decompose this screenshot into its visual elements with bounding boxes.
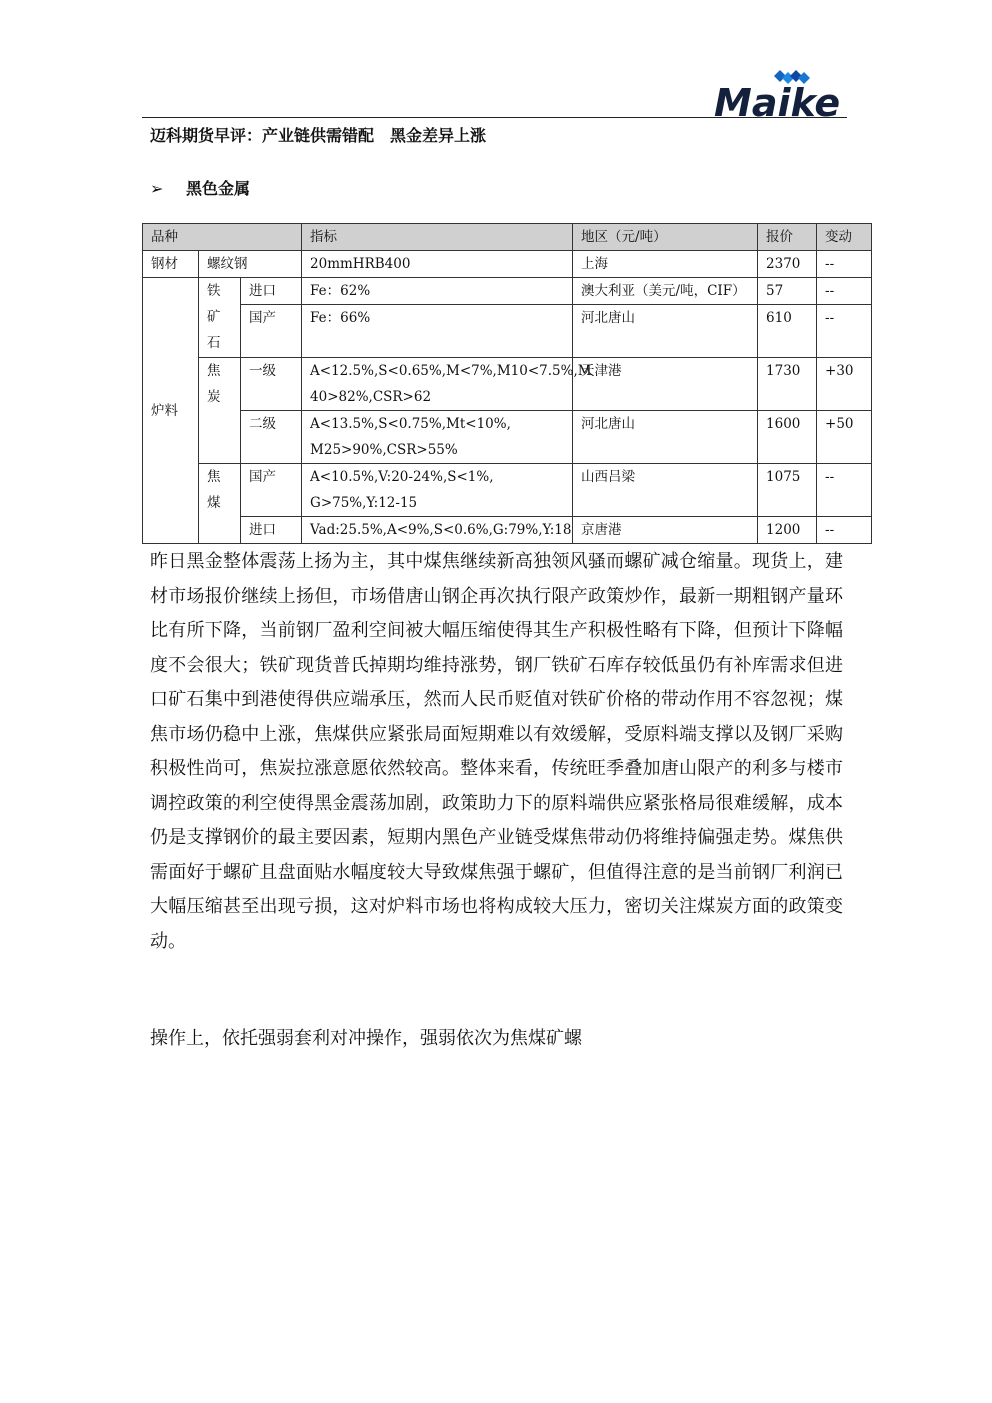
- iron-ore-import-price: 57: [758, 278, 817, 305]
- header-price: 报价: [758, 224, 817, 251]
- table-row: [143, 305, 872, 358]
- furnace-category: 炉料: [143, 278, 199, 544]
- indicator-line: A<10.5%,V:20-24%,S<1%,: [310, 469, 494, 485]
- section-heading-text: 黑色金属: [186, 179, 251, 198]
- coking-coal-domestic-region: 山西吕梁: [573, 464, 758, 517]
- iron-ore-domestic-price: 610: [758, 305, 817, 358]
- indicator-line: G>75%,Y:12-15: [310, 495, 418, 511]
- strategy-paragraph: 操作上，依托强弱套利对冲操作，强弱依次为焦煤矿螺: [150, 1028, 582, 1049]
- iron-ore-domestic-sub: 国产: [241, 305, 302, 358]
- header-indicator: 指标: [302, 224, 573, 251]
- coke-grade2-price: 1600: [758, 411, 817, 464]
- analysis-paragraph: 昨日黑金整体震荡上扬为主，其中煤焦继续新高独领风骚而螺矿减仓缩量。现货上，建材市场报价继续上扬但，市场借唐山钢企再次执行限产政策炒作，最新一期粗钢产量环比有所下降，当前钢厂盈利空间被大幅压缩使得其生产积极性略有下降，但预计下降幅度不会很大；铁矿现货普氏掉期均维持涨势，钢厂铁矿石库存较低虽仍有补库需求但进口矿石集中到港使得供应端承压，然而人民币贬值对铁矿价格的带动作用不容忽视；煤焦市场仍稳中上涨，焦煤供应紧张局面短期难以有效缓解，受原料端支撑以及钢厂采购积极性尚可，焦炭拉涨意愿依然较高。整体来看，传统旺季叠加唐山限产的利多与楼市调控政策的利空使得黑金震荡加剧，政策助力下的原料端供应紧张格局很难缓解，成本仍是支撑钢价的最主要因素，短期内黑色产业链受煤焦带动仍将维持偏强走势。煤焦供需面好于螺矿且盘面贴水幅度较大导致煤焦强于螺矿，但值得注意的是当前钢厂利润已大幅压缩甚至出现亏损，这对炉料市场也将构成较大压力，密切关注煤炭方面的政策变动。: [150, 551, 843, 952]
- coking-coal-char: 焦: [207, 469, 221, 485]
- coking-coal-domestic-sub: 国产: [241, 464, 302, 517]
- coking-coal-import-change: --: [817, 517, 872, 544]
- coking-coal-import-indicator: Vad:25.5%,A<9%,S<0.6%,G:79%,Y:18: [302, 517, 573, 544]
- coking-coal-domestic-change: --: [817, 464, 872, 517]
- header-region: 地区（元/吨）: [573, 224, 758, 251]
- indicator-line: M25>90%,CSR>55%: [310, 442, 458, 458]
- rebar-change: --: [817, 251, 872, 278]
- coking-coal-domestic-price: 1075: [758, 464, 817, 517]
- table-row: [143, 517, 872, 544]
- indicator-line: 40>82%,CSR>62: [310, 389, 432, 405]
- iron-ore-import-sub: 进口: [241, 278, 302, 305]
- coking-coal-import-price: 1200: [758, 517, 817, 544]
- table-row: [143, 278, 872, 305]
- iron-ore-import-indicator: Fe：62%: [302, 278, 573, 305]
- document-title: 迈科期货早评：产业链供需错配 黑金差异上涨: [150, 126, 487, 145]
- coking-coal-domestic-indicator: [302, 464, 573, 517]
- coke-grade1-indicator: [302, 358, 592, 411]
- coke-char: 炭: [207, 389, 221, 405]
- coke-grade2-region: 河北唐山: [573, 411, 758, 464]
- table-row: [143, 411, 872, 464]
- header-variety: 品种: [143, 224, 302, 251]
- iron-ore-domestic-region: 河北唐山: [573, 305, 758, 358]
- iron-ore-char: 铁: [207, 283, 221, 299]
- coke-grade1-region: 天津港: [573, 358, 758, 411]
- indicator-line: A<13.5%,S<0.75%,Mt<10%,: [310, 416, 511, 432]
- coking-coal-label: [199, 464, 241, 544]
- rebar-region: 上海: [573, 251, 758, 278]
- coke-grade2-change: +50: [817, 411, 872, 464]
- coke-label: [199, 358, 241, 464]
- table-row: [143, 464, 872, 517]
- rebar-indicator: 20mmHRB400: [302, 251, 573, 278]
- coke-char: 焦: [207, 363, 221, 379]
- table-header-row: [143, 224, 872, 251]
- table-row: [143, 251, 872, 278]
- header-change: 变动: [817, 224, 872, 251]
- price-table: [142, 223, 872, 544]
- iron-ore-char: 石: [207, 335, 221, 351]
- rebar-name: 螺纹钢: [199, 251, 302, 278]
- coke-grade1-change: +30: [817, 358, 872, 411]
- arrow-bullet-icon: ➢: [150, 179, 164, 198]
- coking-coal-import-sub: 进口: [241, 517, 302, 544]
- coking-coal-char: 煤: [207, 495, 221, 511]
- rebar-price: 2370: [758, 251, 817, 278]
- iron-ore-domestic-change: --: [817, 305, 872, 358]
- iron-ore-import-change: --: [817, 278, 872, 305]
- coke-grade1-price: 1730: [758, 358, 817, 411]
- maike-logo: [712, 68, 848, 120]
- rebar-category: 钢材: [143, 251, 199, 278]
- coke-grade1-sub: 一级: [241, 358, 302, 411]
- section-heading: [150, 176, 250, 199]
- header-rule: [142, 117, 847, 118]
- indicator-line: A<12.5%,S<0.65%,M<7%,M10<7.5%,M: [310, 363, 592, 379]
- iron-ore-char: 矿: [207, 309, 221, 325]
- iron-ore-label: [199, 278, 241, 358]
- coke-grade2-sub: 二级: [241, 411, 302, 464]
- iron-ore-import-region: 澳大利亚（美元/吨，CIF）: [573, 278, 758, 305]
- coking-coal-import-region: 京唐港: [573, 517, 758, 544]
- logo-wordmark: Maike: [714, 81, 841, 120]
- table-row: [143, 358, 872, 411]
- iron-ore-domestic-indicator: Fe：66%: [302, 305, 573, 358]
- coke-grade2-indicator: [302, 411, 573, 464]
